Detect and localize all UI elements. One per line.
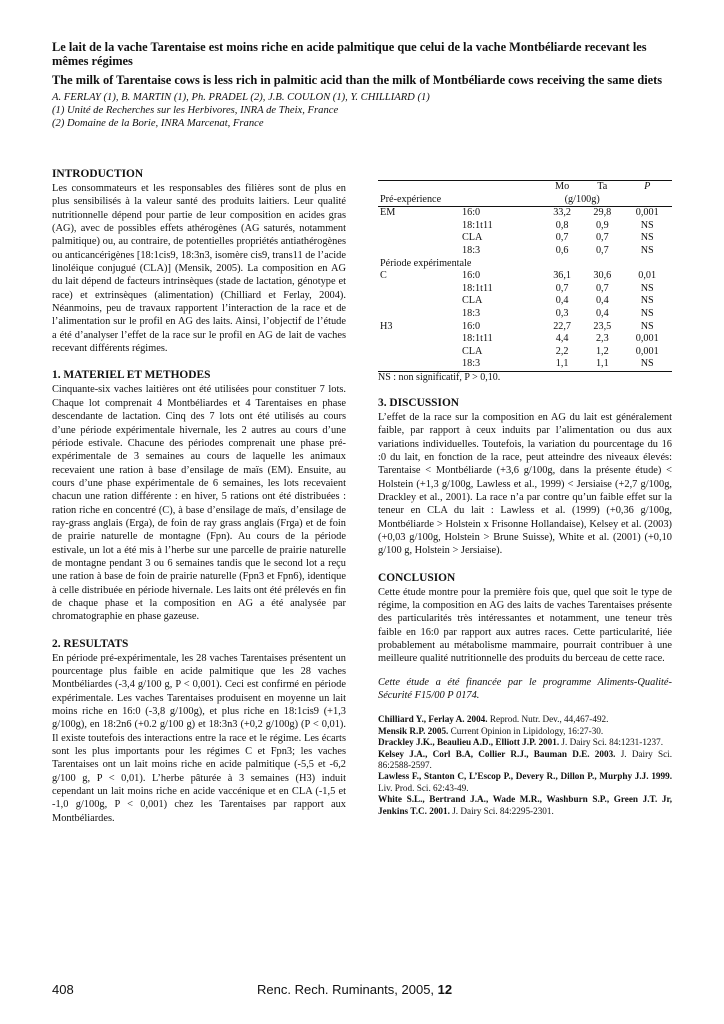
table-note: NS : non significatif, P > 0,10. <box>378 371 501 383</box>
p-value-cell: NS <box>640 295 654 307</box>
p-value-cell: 0,01 <box>638 270 657 282</box>
ta-value-cell: 1,1 <box>582 358 622 371</box>
unit-label: (g/100g) <box>542 194 622 207</box>
diet-cell <box>378 295 460 308</box>
mo-value-cell: 0,6 <box>555 244 569 256</box>
diet-cell <box>378 220 460 233</box>
p-value-cell: 0,001 <box>635 333 659 345</box>
reference-item <box>378 794 672 817</box>
p-value-cell: 0,001 <box>635 207 659 219</box>
fatty-acid-cell: 18:3 <box>462 244 481 256</box>
methods-text: Cinquante-six vaches laitières ont été utilisées pour constituer 7 lots. Chaque lot comprenait 4 Montbéliardes et 4 Tarentaises en phase descendante de lactation. Cinq des 7 lots ont été utilisés au cours d’une période expérimentale hivernale, les 2 autres au cours d’une période estivale. Chacune des périodes comprenait une phase pré-expérimentale de 3 semaines au cours de laquelle les animaux recevaient une ration à base d’ensilage de maïs (EM). Ensuite, au cours d’une phase expérimentale de 6 semaines, les lots recevaient chacun une ration différente : en hiver, 5 rations ont été distribuées : ration riche en concentré (C), à base d’ensilage de maïs, d’ensilage de ray-grass anglais (Erga), de foin de ray grass anglais (Frga) et de foin de prairie naturelle de montagne (Fpn). Au cours de la période estivale, un lot a été mis à l’herbe sur une parcelle de prairie naturelle de montagne pendant 3 ou 6 semaines tandis que le second lot a reçu une ration à base de foin de prairie naturelle (Fpn3 et Fpn6), identique à celle distribuée en période hivernale. Les laits ont été prélevés en fin de chaque phase et la composition en AG a été analysée par chromatographie en phase gazeuse. <box>52 384 346 623</box>
p-value-cell: 0,001 <box>635 345 659 357</box>
exp-period-label: Période expérimentale <box>380 257 472 269</box>
results-heading: 2. RESULTATS <box>52 637 129 650</box>
ta-value-cell: 2,3 <box>595 333 609 345</box>
conclusion-text: Cette étude montre pour la première fois que, quel que soit le type de régime, la composition en AG des laits de vaches Tarentaises présente des particularités très intéressantes et notamment, une teneur très faible en 16:0 par rapport aux autres races. Cette particularité, liée probablement au métabolisme mammaire, pourrait contribuer à une meilleure qualité nutritionnelle des produits du berceau de cette race. <box>378 586 672 665</box>
mo-value-cell: 0,8 <box>555 219 569 231</box>
reference-authors: White S.L., Bertrand J.A., Wade M.R., Washburn S.P., Green J.T. Jr, Jenkins T.C. 2001. <box>378 794 672 816</box>
left-column <box>52 168 346 825</box>
fatty-acid-cell: 18:1t11 <box>462 333 493 345</box>
col-header-p: P <box>622 181 672 194</box>
table-row <box>378 346 672 359</box>
mo-value-cell: 0,3 <box>555 307 569 319</box>
diet-cell: H3 <box>380 320 393 332</box>
fatty-acid-cell: 18:1t11 <box>462 219 493 231</box>
reference-source: Reprod. Nutr. Dev., 44,467-492. <box>487 714 609 725</box>
fatty-acid-cell: 16:0 <box>462 270 481 282</box>
table-row <box>378 232 672 245</box>
fatty-acid-table <box>378 180 672 372</box>
intro-heading: INTRODUCTION <box>52 168 144 180</box>
page-number: 408 <box>52 982 74 997</box>
diet-cell <box>378 358 460 371</box>
journal-name: Renc. Rech. Ruminants, 2005, <box>257 982 438 997</box>
ta-value-cell: 0,9 <box>595 219 609 231</box>
fatty-acid-cell: 16:0 <box>462 320 481 332</box>
ta-value-cell: 30,6 <box>593 270 612 282</box>
table-row <box>378 207 672 220</box>
diet-cell: EM <box>380 207 396 219</box>
diet-cell: C <box>380 270 387 282</box>
table-row <box>378 283 672 296</box>
reference-authors: Lawless F., Stanton C, L’Escop P., Devery R., Dillon P., Murphy J.J. 1999. <box>378 771 672 782</box>
p-value-cell: NS <box>640 307 654 319</box>
mo-value-cell: 0,4 <box>555 295 569 307</box>
p-value-cell: NS <box>640 282 654 294</box>
reference-item <box>378 714 672 725</box>
reference-source: Current Opinion in Lipidology, 16:27-30. <box>448 725 604 736</box>
reference-source: Liv. Prod. Sci. 62:43-49. <box>378 782 469 793</box>
p-value-cell: NS <box>640 219 654 231</box>
table-row <box>378 358 672 371</box>
methods-heading: 1. MATERIEL ET METHODES <box>52 369 211 382</box>
p-value-cell: NS <box>640 320 654 332</box>
affiliation-2: (2) Domaine de la Borie, INRA Marcenat, France <box>52 118 264 129</box>
table-row <box>378 245 672 258</box>
intro-text: Les consommateurs et les responsables des filières sont de plus en plus sensibilisés à la valeur santé des produits laitiers. Leur qualité nutritionnelle dépend pour partie de leur composition en acides gras (AG), avec de possibles effets athérogènes (AG saturés, notamment palmitique) ou, au contraire, de potentielles propriétés antiathérogènes ou anticancérigènes [18:1cis9, 18:3n3, isomère cis9, trans11 de l’acide linoléique conjugué (CLA)] (Mensik, 2005). La composition en AG du lait dépend de facteurs intrinsèques (stade de lactation, génotype et race) et extrinsèques (alimentation) (Chilliard et Ferlay, 2004). Néanmoins, peu de travaux rapportent l’interaction de la race et de l’alimentation sur le profil en AG des laits. Ainsi, l’objectif de l’étude a été d’analyser l’effet de la race sur le profil en AG de lait de vaches recevant différents régimes. <box>52 183 346 355</box>
conclusion-heading: CONCLUSION <box>378 571 456 584</box>
funding-note: Cette étude a été financée par le programme Aliments-Qualité-Sécurité F15/00 P 0174. <box>378 676 672 702</box>
title-french: Le lait de la vache Tarentaise est moins riche en acide palmitique que celui de la vache Montbéliarde recevant les mêmes régimes <box>52 40 647 68</box>
p-value-cell: NS <box>640 232 654 244</box>
reference-source: J. Dairy Sci. 86:2588-2597. <box>378 748 673 771</box>
col-header-mo: Mo <box>542 181 582 194</box>
fatty-acid-cell: 18:1t11 <box>462 282 493 294</box>
ta-value-cell: 29,8 <box>593 207 612 219</box>
fatty-acid-cell: CLA <box>462 232 483 244</box>
mo-value-cell: 1,1 <box>542 358 582 371</box>
fatty-acid-cell: CLA <box>462 345 483 357</box>
affiliation-1: (1) Unité de Recherches sur les Herbivores, INRA de Theix, France <box>52 105 339 116</box>
mo-value-cell: 2,2 <box>555 345 569 357</box>
diet-cell <box>378 232 460 245</box>
journal-citation <box>257 982 452 997</box>
reference-authors: Kelsey J.A., Corl B.A, Collier R.J., Bauman D.E. 2003. <box>378 748 616 759</box>
fatty-acid-cell: 18:3 <box>462 307 481 319</box>
reference-item <box>378 726 672 737</box>
table-row <box>378 333 672 346</box>
reference-item <box>378 737 672 748</box>
reference-authors: Drackley J.K., Beaulieu A.D., Elliott J.P. 2001. <box>378 737 560 748</box>
ta-value-cell: 0,4 <box>595 295 609 307</box>
reference-item <box>378 749 672 772</box>
mo-value-cell: 4,4 <box>555 333 569 345</box>
fatty-acid-cell: 16:0 <box>462 207 481 219</box>
ta-value-cell: 0,4 <box>595 307 609 319</box>
discussion-text: L’effet de la race sur la composition en AG du lait est généralement faible, par rapport à ceux induits par l’alimentation ou dus aux variations individuelles. Toutefois, la variation du pourcentage du 16 :0 du lait, en fonction de la race, peut atteindre des niveaux élevés: Tarentaise < Montbéliarde (+3,6 g/100g, dans la présente étude) < Holstein (+1,3 g/100g, Lawless et al., 1999) < Jersiaise (+2,7 g/100g, Drackley et al., 2001). La race n’a par contre qu’un faible effet sur la teneur en CLA du lait : Lawless et al. (1999) (+0,36 g/100g, Montbéliarde > Holstein x Frisonne Hollandaise), Kelsey et al. (2003) (+0,03 g/100g, Holstein > Brune Suisse), White et al. (2001) (+0,10 g/100 g, Holstein > Jersiaise). <box>378 411 672 557</box>
reference-list <box>378 714 672 817</box>
reference-source: J. Dairy Sci. 84:1231-1237. <box>559 737 663 748</box>
table-row <box>378 295 672 308</box>
table-row <box>378 321 672 334</box>
discussion-heading: 3. DISCUSSION <box>378 396 460 409</box>
reference-item <box>378 771 672 794</box>
diet-cell <box>378 346 460 359</box>
ta-value-cell: 0,7 <box>595 232 609 244</box>
p-value-cell: NS <box>640 244 654 256</box>
reference-authors: Chilliard Y., Ferlay A. 2004. <box>378 714 488 725</box>
ta-value-cell: 23,5 <box>593 320 612 332</box>
table-row <box>378 270 672 283</box>
journal-volume: 12 <box>437 982 453 997</box>
p-value-cell: NS <box>622 358 672 371</box>
title-english: The milk of Tarentaise cows is less rich in palmitic acid than the milk of Montbéliarde cows receiving the same diets <box>52 73 663 87</box>
diet-cell <box>378 308 460 321</box>
ta-value-cell: 1,2 <box>595 345 609 357</box>
diet-cell <box>378 245 460 258</box>
fatty-acid-cell: 18:3 <box>460 358 542 371</box>
mo-value-cell: 22,7 <box>553 320 572 332</box>
table-row <box>378 258 672 271</box>
mo-value-cell: 33,2 <box>553 207 572 219</box>
diet-cell <box>378 333 460 346</box>
reference-authors: Mensik R.P. 2005. <box>378 725 449 736</box>
table-row <box>378 308 672 321</box>
reference-source: J. Dairy Sci. 84:2295-2301. <box>449 805 554 816</box>
mo-value-cell: 36,1 <box>553 270 572 282</box>
table-row <box>378 220 672 233</box>
col-header-ta: Ta <box>582 181 622 194</box>
paper-header <box>52 40 672 130</box>
author-list: A. FERLAY (1), B. MARTIN (1), Ph. PRADEL (2), J.B. COULON (1), Y. CHILLIARD (1) <box>52 92 430 103</box>
ta-value-cell: 0,7 <box>595 282 609 294</box>
pre-period-label: Pré-expérience <box>378 194 542 207</box>
mo-value-cell: 0,7 <box>555 232 569 244</box>
right-column <box>378 168 672 817</box>
ta-value-cell: 0,7 <box>595 244 609 256</box>
fatty-acid-cell: CLA <box>462 295 483 307</box>
results-text: En période pré-expérimentale, les 28 vaches Tarentaises présentent un pourcentage plus faible en acide palmitique que les 28 vaches Montbéliardes (-3,4 g/100 g, P < 0,001). Ceci est confirmé en période expérimentale. Les vaches Tarentaises produisent en moyenne un lait moins riche en 16:0 (-3,8 g/100g), et plus riche en 18:1cis9 (+1,3 g/100g), en 18:2n6 (+0.2 g/100 g) et 18:3n3 (+0,2 g/100g) (P < 0,01). Il existe toutefois des interactions entre la race et le régime. Les écarts sont les plus importants pour les régimes C et Fpn3; les vaches Tarentaises ont un lait moins riche en acide palmitique (-5,5 et -6,2 g/100 g, P < 0,01). L’herbe pâturée à 3 semaines (H3) induit cependant un lait moins riche en acide vaccénique et en CLA (-1,5 et -1,0 g/100g, P < 0,001) chez les Tarentaises par rapport aux Montbéliardes. <box>52 652 346 824</box>
diet-cell <box>378 283 460 296</box>
mo-value-cell: 0,7 <box>555 282 569 294</box>
